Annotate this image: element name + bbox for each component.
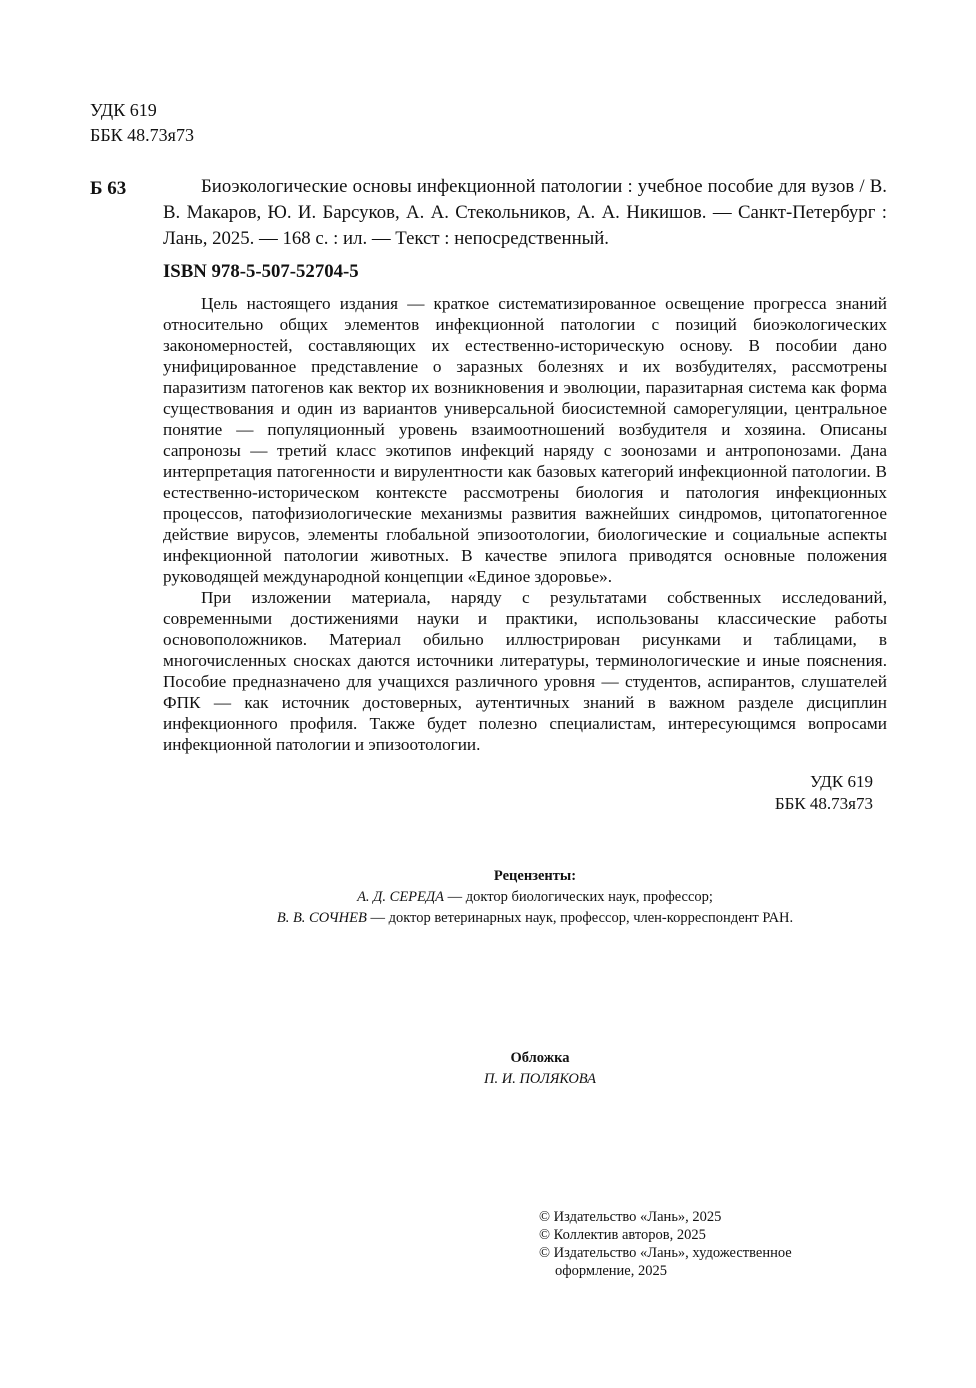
udk-code: УДК 619 bbox=[809, 772, 873, 791]
reviewer-name: А. Д. СЕРЕДА bbox=[357, 889, 444, 905]
copyright-line: оформление, 2025 bbox=[555, 1263, 667, 1279]
copyright-line: © Коллектив авторов, 2025 bbox=[539, 1227, 706, 1243]
bbk-code: ББК 48.73я73 bbox=[774, 794, 873, 813]
reviewers-heading: Рецензенты: bbox=[493, 868, 577, 884]
classification-codes-footer bbox=[760, 771, 873, 815]
bbk-code: ББК 48.73я73 bbox=[90, 125, 194, 145]
classification-codes bbox=[90, 98, 194, 148]
abstract-paragraph: При изложении материала, наряду с результатами собственных исследований, современными достижениями науки и практики, использованы классические работы основоположников. Материал обильно иллюстрирован рисунками и таблицами, в многочисленных сносках даются источники литературы, терминологические и иные пояснения. Пособие предназначено для учащихся различного уровня — студентов, аспирантов, слушателей ФПК — как источник достоверных, аутентичных знаний в важном разделе дисциплин инфекционного профиля. Также будет полезно специалистам, интересующимся вопросами инфекционной патологии и эпизоотологии. bbox=[163, 588, 887, 754]
reviewer-line bbox=[140, 908, 930, 929]
reviewer-name: В. В. СОЧНЕВ bbox=[276, 910, 367, 926]
reviewer-line bbox=[140, 887, 930, 908]
author-sign: Б 63 bbox=[90, 178, 127, 199]
bibliographic-record bbox=[163, 174, 887, 252]
copyright-block bbox=[539, 1208, 859, 1280]
reviewer-description: — доктор биологических наук, профессор; bbox=[443, 889, 713, 905]
cover-credit bbox=[340, 1048, 740, 1090]
abstract-paragraph: Цель настоящего издания — краткое систематизированное освещение прогресса знаний относительно общих элементов инфекционной патологии с позиций биоэкологических закономерностей, составляющих их естественно-историческую основу. В пособии дано унифицированное представление о заразных болезнях и их возбудителях, рассмотрены паразитизм патогенов как вектор их возникновения и эволюции, паразитарная система как форма существования и один из вариантов универсальной биосистемной саморегуляции, центральное понятие — популяционный уровень взаимоотношений возбудителя и хозяина. Описаны сапронозы — третий класс экотипов инфекций наряду с зоонозами и антропонозами. Дана интерпретация патогенности и вирулентности как базовых категорий инфекционной патологии. В естественно-историческом контексте рассмотрены биология и патология инфекционных процессов, патофизиологические механизмы развития важнейших синдромов, цитопатогенное действие вирусов, элементы глобальной эпизоотологии, биологические и социальные аспекты инфекционной патологии животных. В качестве эпилога приводятся основные положения руководящей международной концепции «Единое здоровье». bbox=[163, 294, 887, 586]
copyright-line: © Издательство «Лань», художественное bbox=[539, 1245, 792, 1261]
bibliographic-text: Биоэкологические основы инфекционной патологии : учебное пособие для вузов / В. В. Макаров, Ю. И. Барсуков, А. А. Стекольников, А. А. Никишов. — Санкт-Петербург : Лань, 2025. — 168 с. : ил. — Текст : непосредственный. bbox=[163, 176, 887, 249]
isbn: ISBN 978-5-507-52704-5 bbox=[163, 261, 359, 282]
cover-heading: Обложка bbox=[510, 1050, 570, 1066]
cover-designer: П. И. ПОЛЯКОВА bbox=[484, 1071, 596, 1087]
reviewer-description: — доктор ветеринарных наук, профессор, член-корреспондент РАН. bbox=[366, 910, 794, 926]
copyright-line: © Издательство «Лань», 2025 bbox=[539, 1209, 722, 1225]
udk-code: УДК 619 bbox=[90, 100, 157, 120]
reviewers-block bbox=[140, 866, 930, 929]
abstract bbox=[163, 293, 887, 755]
